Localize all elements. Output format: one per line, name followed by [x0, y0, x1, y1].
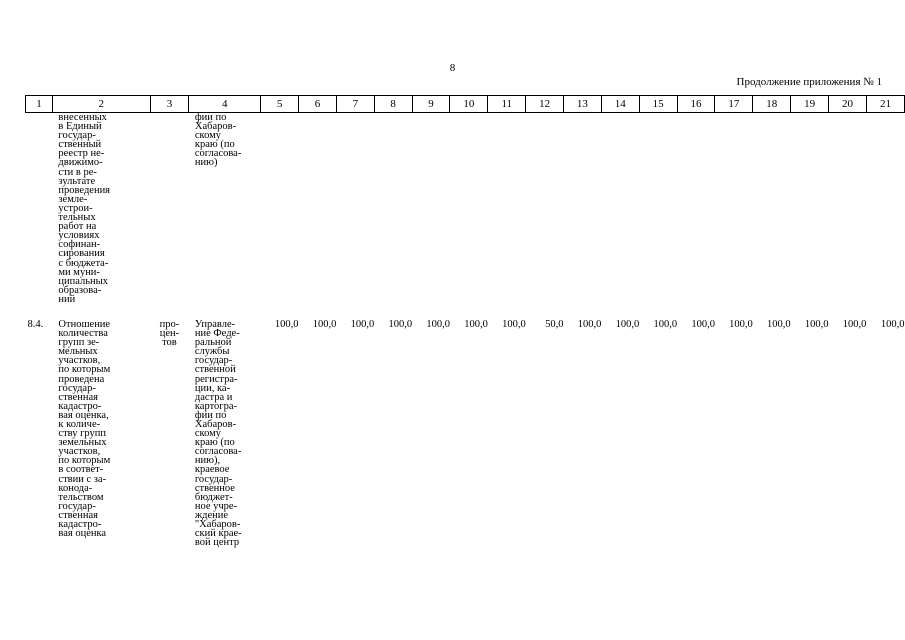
indicator-name-line: софинан-	[58, 239, 101, 251]
indicator-name-line: ми муни-	[58, 266, 100, 278]
table-row	[26, 304, 905, 547]
value-cell-11: 100,0	[502, 318, 526, 330]
value-cell-13: 100,0	[577, 318, 602, 330]
indicator-name-line: в Единый	[58, 121, 102, 133]
indicator-name-line: проведена	[58, 373, 105, 385]
indicator-name-line: движимо-	[58, 157, 103, 169]
responsible-line: Хабаров-	[194, 121, 237, 133]
indicator-name-line: участков,	[58, 355, 101, 367]
indicator-table	[25, 95, 905, 547]
column-header-11: 11	[488, 96, 526, 113]
column-header-14: 14	[601, 96, 639, 113]
indicator-name-line: по которым	[58, 455, 111, 467]
indicator-name-line: образова-	[58, 284, 102, 296]
indicator-name-line: тельных	[58, 212, 96, 224]
indicator-name-line: сти в ре-	[58, 166, 97, 178]
value-cell-20: 100,0	[842, 318, 867, 330]
indicator-name-line: сирования	[58, 248, 105, 260]
value-cell-9: 100,0	[426, 318, 450, 330]
value-cell-5: 100,0	[274, 318, 299, 330]
indicator-name-line: устрои-	[58, 202, 93, 214]
responsible-line: вой центр	[194, 537, 240, 549]
responsible-line: государ-	[194, 473, 233, 485]
responsible-line: краю (по	[194, 139, 235, 151]
value-cell-18: 100,0	[767, 318, 791, 330]
responsible-line: Управле-	[194, 318, 236, 330]
responsible-line: нию)	[194, 157, 218, 169]
column-header-16: 16	[677, 96, 715, 113]
column-header-6: 6	[299, 96, 337, 113]
responsible-line: краю (по	[194, 437, 235, 449]
responsible-line: скому	[194, 428, 222, 440]
value-cell-19: 100,0	[804, 318, 829, 330]
responsible-line: ственное	[194, 482, 235, 494]
indicator-name-line: государ-	[58, 130, 96, 142]
indicator-name-line: участков,	[58, 446, 101, 458]
responsible-line: службы	[194, 346, 230, 358]
row-number-cell	[26, 113, 53, 304]
indicator-name-line: с бюджета-	[58, 257, 109, 269]
indicator-name-line: реестр не-	[58, 148, 105, 160]
responsible-cell	[189, 304, 261, 547]
table-row	[26, 113, 905, 304]
responsible-line: "Хабаров-	[194, 519, 241, 531]
column-header-7: 7	[336, 96, 374, 113]
value-cell-15: 100,0	[653, 318, 678, 330]
value-cell-17: 100,0	[729, 318, 753, 330]
indicator-name-line: Отношение	[58, 318, 111, 330]
indicator-name-line: ствии с за-	[58, 473, 107, 485]
responsible-line: согласова-	[194, 148, 242, 160]
indicator-name-line: кадастро-	[58, 519, 102, 531]
column-header-10: 10	[450, 96, 488, 113]
column-header-1: 1	[26, 96, 53, 113]
responsible-line: государ-	[194, 355, 233, 367]
responsible-line: ский крае-	[194, 528, 242, 540]
responsible-line: фии по	[194, 409, 227, 421]
indicator-name-line: мельных	[58, 346, 98, 358]
indicator-name-line: ственный	[58, 139, 102, 151]
unit-line: про-	[159, 318, 180, 330]
responsible-line: картогра-	[194, 400, 237, 412]
indicator-name-line: ственная	[58, 391, 98, 403]
column-header-4: 4	[189, 96, 261, 113]
indicator-name-line: зультате	[58, 175, 96, 187]
responsible-line: бюджет-	[194, 491, 233, 503]
column-header-21: 21	[866, 96, 904, 113]
unit-line: тов	[162, 337, 177, 349]
column-header-17: 17	[715, 96, 753, 113]
indicator-name-line: земле-	[58, 193, 88, 205]
value-cell-6: 100,0	[312, 318, 337, 330]
indicator-name-line: ству групп	[58, 428, 107, 440]
value-cell-16: 100,0	[691, 318, 715, 330]
indicator-name-line: групп зе-	[58, 337, 100, 349]
responsible-line: фии по	[194, 112, 227, 123]
indicator-name-line: ний	[58, 293, 76, 305]
indicator-name-line: кадастро-	[58, 400, 102, 412]
column-header-3: 3	[150, 96, 189, 113]
page-number: 8	[449, 62, 456, 74]
value-cell-8: 100,0	[388, 318, 413, 330]
value-cell-14: 100,0	[615, 318, 640, 330]
column-header-19: 19	[791, 96, 829, 113]
appendix-continuation-title: Продолжение приложения № 1	[736, 76, 882, 88]
responsible-line: ние Феде-	[194, 328, 240, 340]
responsible-line: нию),	[194, 455, 221, 467]
responsible-cell	[189, 113, 261, 304]
indicator-name-line: к количе-	[58, 419, 101, 430]
indicator-name-line: государ-	[58, 500, 96, 512]
indicator-name-line: земельных	[58, 437, 107, 449]
responsible-line: ное учре-	[194, 500, 238, 512]
value-cell-12: 50,0	[545, 318, 564, 330]
indicator-name-line: количества	[58, 328, 108, 340]
indicator-name-line: проведения	[58, 184, 111, 196]
value-cell-10: 100,0	[464, 318, 488, 330]
value-cell-21: 100,0	[880, 318, 905, 330]
indicator-name-line: условиях	[58, 230, 100, 242]
values-cell	[261, 113, 905, 304]
value-cell-7: 100,0	[350, 318, 375, 330]
unit-line: цен-	[159, 328, 180, 340]
indicator-name-line: конода-	[58, 482, 93, 494]
responsible-line: Хабаров-	[194, 419, 237, 430]
header-row	[26, 96, 905, 113]
indicator-name-line: в соответ-	[58, 464, 104, 476]
indicator-name-line: ственная	[58, 509, 98, 521]
responsible-line: краевое	[194, 464, 230, 476]
column-header-12: 12	[526, 96, 564, 113]
indicator-name-line: вая оценка	[58, 528, 107, 540]
column-header-5: 5	[261, 96, 299, 113]
indicator-name-line: по которым	[58, 364, 111, 376]
column-header-18: 18	[753, 96, 791, 113]
unit-cell	[150, 304, 189, 547]
column-header-2: 2	[52, 96, 150, 113]
responsible-line: ральной	[194, 337, 232, 349]
indicator-name-cell	[52, 113, 150, 304]
indicator-name-line: ципальных	[58, 275, 108, 287]
responsible-line: регистра-	[194, 373, 238, 385]
responsible-line: дастра и	[194, 391, 233, 403]
column-header-9: 9	[412, 96, 450, 113]
indicator-name-line: государ-	[58, 382, 96, 394]
responsible-line: ждение	[194, 509, 229, 521]
indicator-name-cell	[52, 304, 150, 547]
indicator-name-line: тельством	[58, 491, 104, 503]
column-header-13: 13	[564, 96, 602, 113]
indicator-name-line: внесенных	[58, 112, 107, 123]
responsible-line: ции, ка-	[194, 382, 231, 394]
column-header-8: 8	[374, 96, 412, 113]
responsible-line: скому	[194, 130, 222, 142]
unit-cell	[150, 113, 189, 304]
indicator-name-line: вая оценка,	[58, 409, 109, 421]
indicator-name-line: работ на	[58, 221, 97, 233]
responsible-line: согласова-	[194, 446, 242, 458]
responsible-line: ственной	[194, 364, 236, 376]
column-header-20: 20	[829, 96, 867, 113]
row-number-cell: 8.4.	[27, 318, 44, 330]
column-header-15: 15	[639, 96, 677, 113]
